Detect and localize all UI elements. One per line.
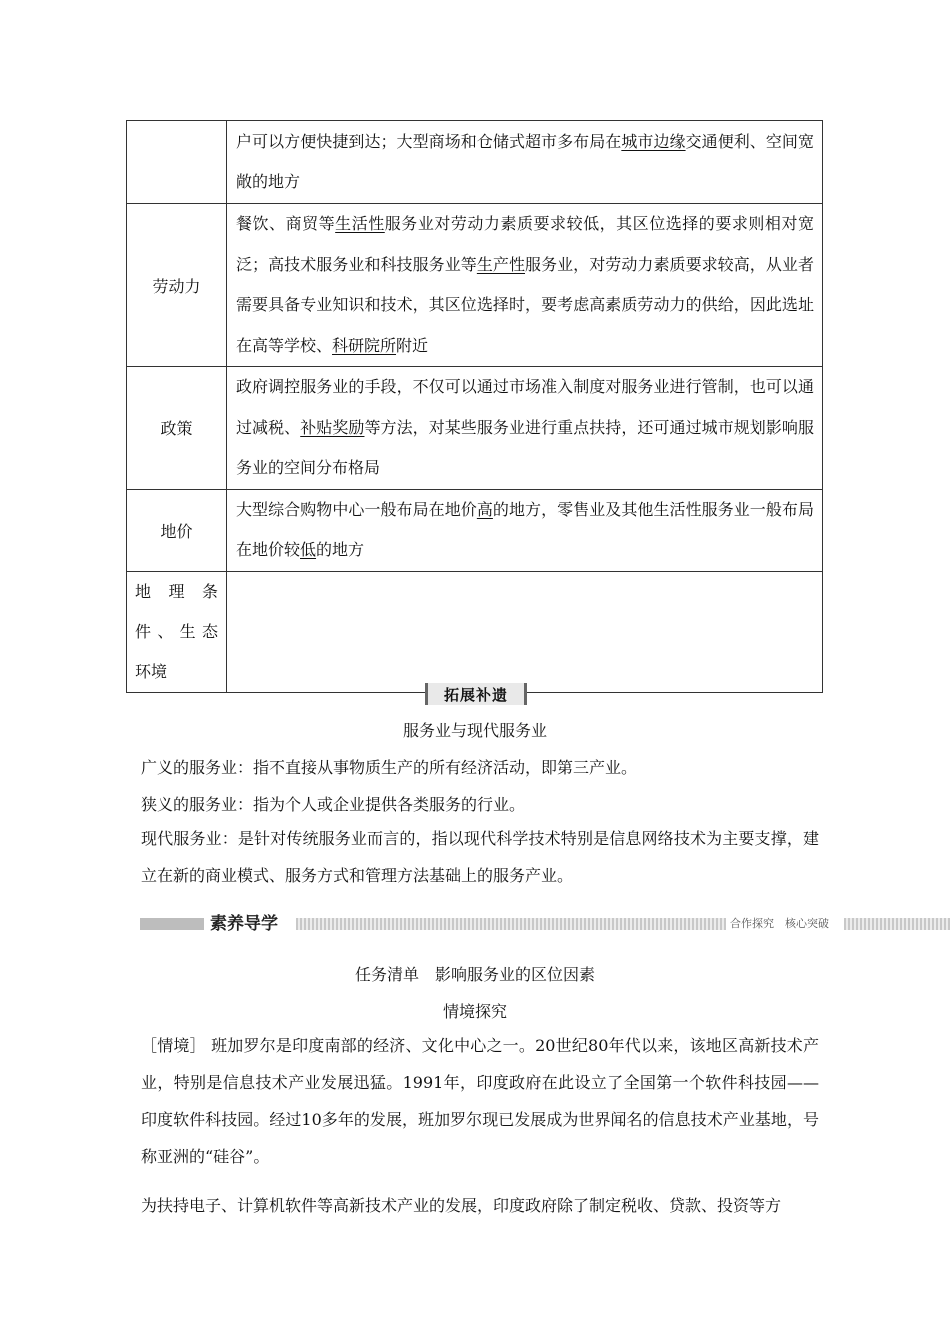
paragraph-modern-service: 现代服务业：是针对传统服务业而言的，指以现代科学技术特别是信息网络技术为主要支撑，建立在新的商业模式、服务方式和管理方法基础上的服务产业。 [141, 829, 819, 885]
section-title: 素养导学 [210, 914, 278, 934]
label-char: 件 [135, 621, 152, 641]
answer-underline: 生活性 [335, 214, 385, 233]
text: 的地方，零售业及其他生活性服务业一般布局在地价较 [236, 499, 814, 559]
situation-paragraph: ［情境］ 班加罗尔是印度南部的经济、文化中心之一。20世纪80年代以来，该地区高新技术产业，特别是信息技术产业发展迅猛。1991年，印度政府在此设立了全国第一个软件科技园——印度软件科技园。经过10多年的发展，班加罗尔现已发展成为世界闻名的信息技术产业基地，号称亚洲的“硅谷”。 [141, 1036, 819, 1166]
text: 附近 [396, 335, 429, 355]
section-subtitle: 合作探究 核心突破 [730, 917, 829, 930]
row-label-multiline [127, 572, 226, 692]
label-char: 生 [179, 621, 196, 641]
answer-underline: 生产性 [476, 254, 526, 274]
task-subheading: 情境探究 [442, 1002, 507, 1021]
row-content [227, 204, 823, 367]
factor-table [126, 120, 823, 693]
row-label: 政策 [127, 367, 227, 490]
paragraph: 狭义的服务业：指为个人或企业提供各类服务的行业。 [141, 795, 526, 814]
table-row [127, 204, 823, 367]
row-label [127, 571, 227, 692]
answer-underline: 补贴奖励 [300, 417, 365, 437]
task-heading: 任务清单 影响服务业的区位因素 [354, 965, 595, 984]
text: 餐饮、商贸等 [236, 214, 336, 233]
extension-heading: 服务业与现代服务业 [402, 721, 547, 740]
row-content [227, 367, 823, 490]
section-banner [140, 912, 829, 936]
label-line: 环境 [135, 661, 168, 681]
answer-underline: 低 [300, 540, 317, 559]
row-label: 地价 [127, 489, 227, 571]
text: 政府调控服务业的手段，不仅可以通过市场准入制度对服务业进行管制，也可以通过减税、 [236, 377, 814, 437]
label-line [135, 612, 218, 652]
answer-underline: 科研院所 [332, 335, 397, 355]
banner-decoration [296, 918, 726, 930]
row-content [227, 121, 823, 204]
text: 户可以方便快捷到达；大型商场和仓储式超市多布局在 [236, 131, 622, 151]
label-char: 态 [201, 621, 218, 641]
row-label: 劳动力 [127, 204, 227, 367]
label-char: 理 [168, 581, 185, 601]
table-row [127, 489, 823, 571]
paragraph: 为扶持电子、计算机软件等高新技术产业的发展，印度政府除了制定税收、贷款、投资等方 [141, 1196, 782, 1215]
paragraph: 广义的服务业：指不直接从事物质生产的所有经济活动，即第三产业。 [141, 758, 638, 777]
text: 等方法，对某些服务业进行重点扶持，还可通过城市规划影响服务业的空间分布格局 [236, 417, 814, 477]
banner-decoration [844, 918, 950, 930]
label-char: 地 [135, 581, 152, 601]
answer-underline: 高 [476, 499, 493, 519]
banner-decoration [140, 918, 204, 930]
label-char: 条 [201, 581, 218, 601]
row-label [127, 121, 227, 204]
table-row [127, 571, 823, 692]
extension-badge: 拓展补遗 [425, 683, 527, 705]
text: 服务业对劳动力素质要求较低，其区位选择的要求则相对宽泛；高技术服务业和科技服务业等 [236, 214, 814, 274]
table-row [127, 367, 823, 490]
row-content [227, 489, 823, 571]
row-content [227, 571, 823, 692]
label-char: 、 [157, 621, 174, 641]
label-line [135, 572, 218, 612]
answer-underline: 城市边缘 [621, 131, 686, 151]
text: 大型综合购物中心一般布局在地价 [236, 499, 477, 519]
text: 的地方 [316, 540, 365, 559]
table-row [127, 121, 823, 204]
text: 服务业，对劳动力素质要求较高，从业者需要具备专业知识和技术，其区位选择时，要考虑高素质劳动力的供给，因此选址在高等学校、 [236, 254, 814, 355]
text: 交通便利、空间宽敞的地方 [236, 131, 814, 191]
